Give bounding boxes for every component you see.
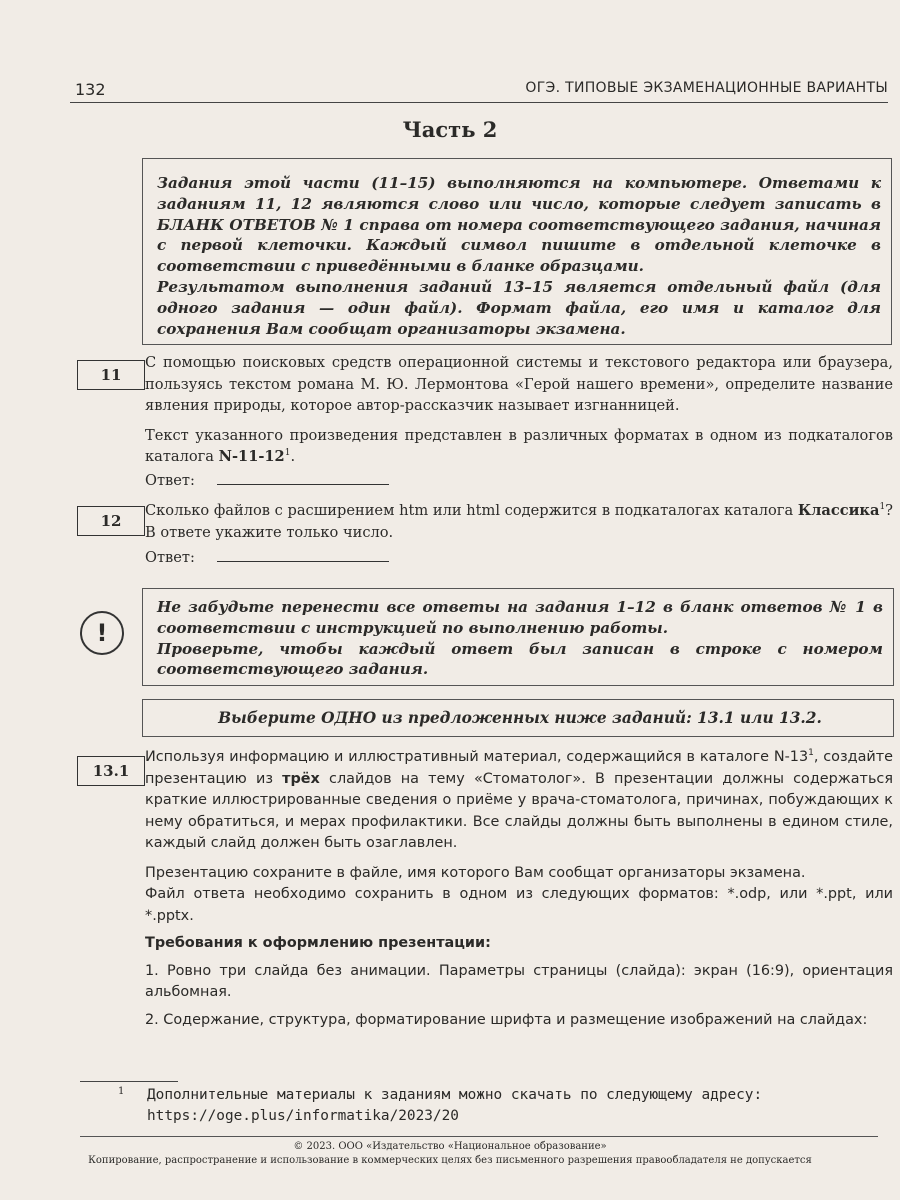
task-11-p2-end: . xyxy=(290,448,296,465)
requirement-1: 1. Ровно три слайда без анимации. Параметры страницы (слайда): экран (16:9), ориентация альбомная. xyxy=(145,962,893,1000)
footnote-ref: 1 xyxy=(808,748,814,759)
instructions-paragraph-1: Задания этой части (11–15) выполняются на компьютере. Ответами к заданиям 11, 12 являются слово или число, которые следует записать в БЛАНК ОТВЕТОВ № 1 справа от номера соответствующего задания, начиная с первой клеточки. Каждый символ пишите в отдельной клеточке в соответствии с приведёнными в бланке образцами. xyxy=(157,174,881,276)
footnote-line-1: Дополнительные материалы к заданиям можно скачать по следующему адресу: xyxy=(147,1087,763,1103)
task-13-1-slide-count: трёх xyxy=(282,770,320,787)
task-11-p2-start: Текст указанного произведения представлен в различных форматах в одном из подкаталогов каталога xyxy=(145,426,893,465)
copyright-line-2: Копирование, распространение и использование в коммерческих целях без письменного разрешения правообладателя не допускается xyxy=(88,1155,812,1166)
instructions-box xyxy=(142,158,892,345)
page-header xyxy=(70,76,888,103)
requirement-2: 2. Содержание, структура, форматирование шрифта и размещение изображений на слайдах: xyxy=(145,1011,868,1028)
footnote-url: https://oge.plus/informatika/2023/20 xyxy=(147,1108,459,1124)
exclamation-circle-icon: ! xyxy=(80,611,124,655)
task-11-paragraph-1: С помощью поисковых средств операционной системы и текстового редактора или браузера, пользуясь текстом романа М. Ю. Лермонтова «Герой нашего времени», определите название явления природы, которое автор-рассказчик называет изгнанницей. xyxy=(145,354,893,414)
copyright xyxy=(0,1140,900,1168)
task-13-1-paragraph-3: Файл ответа необходимо сохранить в одном из следующих форматов: *.odp, или *.ppt, или *.pptx. xyxy=(145,886,893,924)
task-13-1-paragraph-1 xyxy=(145,747,893,855)
answer-label: Ответ: xyxy=(145,549,195,566)
task-13-1-p1-end: слайдов на тему «Стоматолог». В презентации должны содержаться краткие иллюстрированные сведения о приёме у врача-стоматолога, причинах, побуждающих к нему обратиться, и мерах профилактики. Все слайды должны быть выполнены в едином стиле, каждый слайд должен быть озаглавлен. xyxy=(145,770,893,851)
footnote-mark: 1 xyxy=(118,1086,125,1097)
running-title: ОГЭ. ТИПОВЫЕ ЭКЗАМЕНАЦИОННЫЕ ВАРИАНТЫ xyxy=(525,80,888,96)
task-11-number: 11 xyxy=(77,360,145,390)
footnote-divider xyxy=(80,1081,178,1082)
task-12-paragraph-1 xyxy=(145,500,893,543)
footer-divider xyxy=(80,1136,878,1137)
requirements-title: Требования к оформлению презентации: xyxy=(145,935,491,951)
task-11-catalog: N-11-12 xyxy=(218,448,285,465)
task-13-1-number: 13.1 xyxy=(77,756,145,786)
task-12-catalog: Классика xyxy=(797,502,880,519)
task-11-answer xyxy=(145,470,389,489)
page-number: 132 xyxy=(75,80,106,99)
answer-line[interactable] xyxy=(217,547,389,562)
task-12-text xyxy=(145,500,893,543)
task-12-p1-end: ? В ответе укажите только число. xyxy=(145,502,893,541)
warning-paragraph-1: Не забудьте перенести все ответы на задания 1–12 в бланк ответов № 1 в соответствии с инструкцией по выполнению работы. xyxy=(157,598,883,637)
task-12-number: 12 xyxy=(77,506,145,536)
footnote-ref: 1 xyxy=(879,502,886,513)
copyright-line-1: © 2023. ООО «Издательство «Национальное образование» xyxy=(293,1141,607,1152)
task-13-1-p1-start: Используя информацию и иллюстративный материал, содержащийся в каталоге N-13 xyxy=(145,749,809,765)
task-13-1-text xyxy=(145,747,893,1031)
choose-task-box: Выберите ОДНО из предложенных ниже заданий: 13.1 или 13.2. xyxy=(142,699,894,737)
answer-label: Ответ: xyxy=(145,472,195,489)
warning-paragraph-2: Проверьте, чтобы каждый ответ был записан в строке с номером соответствующего задания. xyxy=(157,639,883,679)
footnote-ref: 1 xyxy=(284,448,291,459)
answer-line[interactable] xyxy=(217,470,389,485)
warning-box xyxy=(142,588,894,686)
footnote xyxy=(147,1085,867,1127)
instructions-paragraph-2: Результатом выполнения заданий 13–15 является отдельный файл (для одного задания — один файл). Формат файла, его имя и каталог для сохранения Вам сообщат организаторы экзамена. xyxy=(157,277,881,338)
task-12-p1-start: Сколько файлов с расширением htm или html содержится в подкаталогах каталога xyxy=(145,502,798,519)
task-11-text xyxy=(145,352,893,468)
part-title: Часть 2 xyxy=(402,117,498,142)
task-13-1-p1-mid: , создайте презентацию из xyxy=(145,749,893,787)
task-11-paragraph-2 xyxy=(145,425,893,468)
task-13-1-paragraph-2: Презентацию сохраните в файле, имя которого Вам сообщат организаторы экзамена. xyxy=(145,864,806,881)
task-12-answer xyxy=(145,547,389,566)
